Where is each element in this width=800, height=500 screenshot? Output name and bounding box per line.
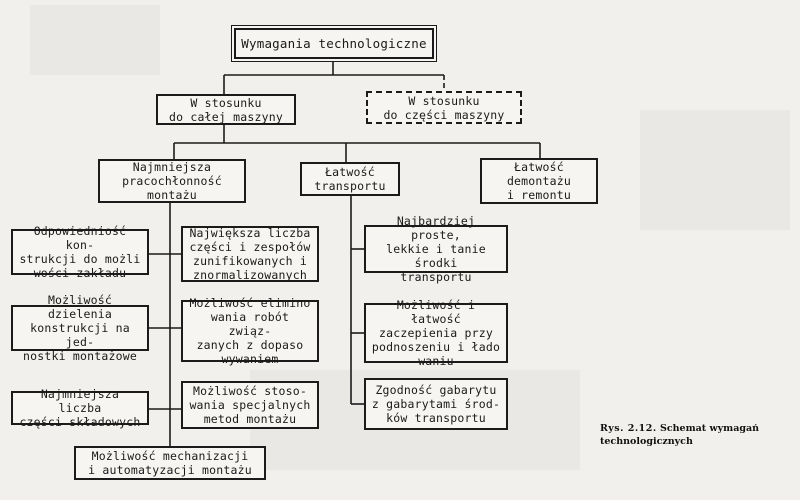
node-machine-parts: W stosunku do części maszyny [366, 91, 522, 124]
node-simple-transport: Najbardziej proste, lekkie i tanie środki transportu [364, 225, 508, 273]
node-transport: Łatwość transportu [300, 162, 400, 196]
node-lowest-labor: Najmniejsza pracochłonność montażu [98, 159, 246, 203]
node-mechanization: Możliwość mechanizacji i automatyzacji montażu [74, 446, 266, 480]
root-node: Wymagania technologiczne [234, 28, 434, 59]
node-gauge-match: Zgodność gabarytu z gabarytami środ- ków transportu [364, 378, 508, 430]
node-plant-capability: Odpowiedniość kon- strukcji do możli wości zakładu [11, 229, 149, 275]
node-whole-machine: W stosunku do całej maszyny [156, 94, 296, 125]
node-fewest-parts: Najmniejsza liczba części składowych [11, 391, 149, 425]
figure-caption [600, 422, 790, 448]
figure-number: Rys. 2.12. [600, 423, 657, 434]
node-divide-units: Możliwość dzielenia konstrukcji na jed- nostki montażowe [11, 305, 149, 351]
figure-title: Schemat wymagań technologicznych [600, 423, 760, 447]
node-eliminate-fitting: Możliwość elimino wania robót związ- zanych z dopaso wywaniem [181, 300, 319, 362]
node-special-methods: Możliwość stoso- wania specjalnych metod montażu [181, 381, 319, 429]
node-lifting-ease: Możliwość i łatwość zaczepienia przy podnoszeniu i łado waniu [364, 303, 508, 363]
node-dismantle: Łatwość demontażu i remontu [480, 158, 598, 204]
node-unified-parts: Największa liczba części i zespołów zunifikowanych i znormalizowanych [181, 226, 319, 282]
